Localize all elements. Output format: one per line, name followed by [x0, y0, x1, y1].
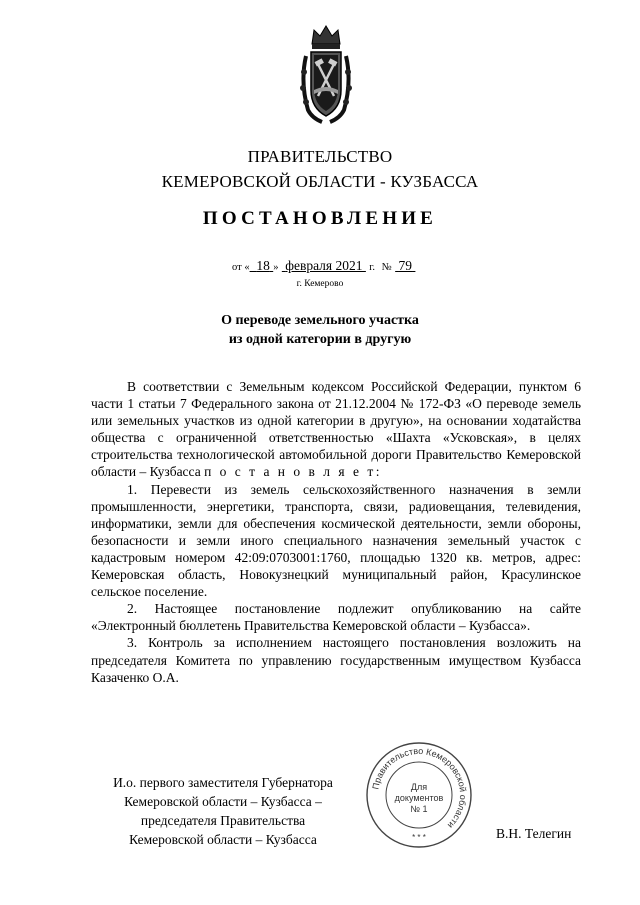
stamp-ring-text: Правительство Кемеровской области	[370, 745, 469, 831]
item-1-paragraph: 1. Перевести из земель сельскохозяйственного назначения в земли промышленности, энергетики, транспорта, связи, радиовещания, телевидения, информатики, земли для обеспечения космической деятельности, земли обороны, безопасности и земли иного специального назначения земельный участок с кадастровым номером 42:09:0703001:1760, площадью 1320 кв. метров, адрес: Кемеровская область, Новокузнецкий муниципальный район, Красулинское сельское поселение.	[91, 481, 581, 600]
coat-of-arms-icon	[298, 22, 354, 126]
subject-line2: из одной категории в другую	[228, 332, 412, 347]
preamble-text: В соответствии с Земельным кодексом Российской Федерации, пунктом 6 части 1 статьи 7 Федерального закона от 21.12.2004 № 172-ФЗ «О переводе земель или земельных участков из одной категории в другую», на основании ходатайства общества с ограниченной ответственностью «Шахта «Усковская», в целях строительства технологической автомобильной дороги Правительство Кемеровской области – Кузбасса	[91, 379, 581, 480]
subject-line1: О переводе земельного участка	[221, 313, 419, 328]
date-month-year: февраля 2021	[285, 258, 363, 273]
stamp-bottom-text: * * *	[412, 833, 426, 842]
resolves-word: п о с т а н о в л я е т:	[204, 464, 382, 480]
signatory-name: В.Н. Телегин	[496, 826, 572, 841]
document-number: 79	[398, 258, 413, 273]
number-label: №	[381, 262, 392, 273]
date-year-suffix: г.	[369, 262, 375, 273]
item-3-paragraph: 3. Контроль за исполнением настоящего постановления возложить на председателя Комитета по управлению государственным имуществом Кузбасса Казаченко О.А.	[91, 635, 581, 685]
stamp-center-line3: № 1	[410, 804, 428, 814]
document-type-title: ПОСТАНОВЛЕНИЕ	[202, 208, 438, 229]
org-name-line1: ПРАВИТЕЛЬСТВО	[247, 147, 393, 166]
org-name-line2: КЕМЕРОВСКОЙ ОБЛАСТИ - КУЗБАССА	[161, 172, 479, 191]
document-body	[91, 378, 581, 686]
date-close-quote: »	[273, 262, 279, 273]
signatory-title	[88, 773, 358, 849]
document-subject	[0, 311, 640, 349]
date-day: 18	[256, 258, 270, 273]
date-number-line	[232, 258, 415, 274]
signatory-line2: Кемеровской области – Кузбасса –	[124, 794, 322, 809]
city-label: г. Кемерово	[296, 279, 344, 289]
preamble-paragraph	[91, 378, 581, 481]
official-stamp-icon	[364, 740, 474, 850]
signatory-line1: И.о. первого заместителя Губернатора	[113, 775, 333, 790]
item-2-paragraph: 2. Настоящее постановление подлежит опубликованию на сайте «Электронный бюллетень Правительства Кемеровской области – Кузбасса».	[91, 601, 581, 634]
stamp-center-line2: документов	[394, 793, 444, 803]
signatory-line4: Кемеровской области – Кузбасса	[129, 832, 317, 847]
signatory-line3: председателя Правительства	[140, 813, 306, 828]
date-from-label: от «	[232, 262, 250, 273]
stamp-center-line1: Для	[410, 782, 428, 792]
